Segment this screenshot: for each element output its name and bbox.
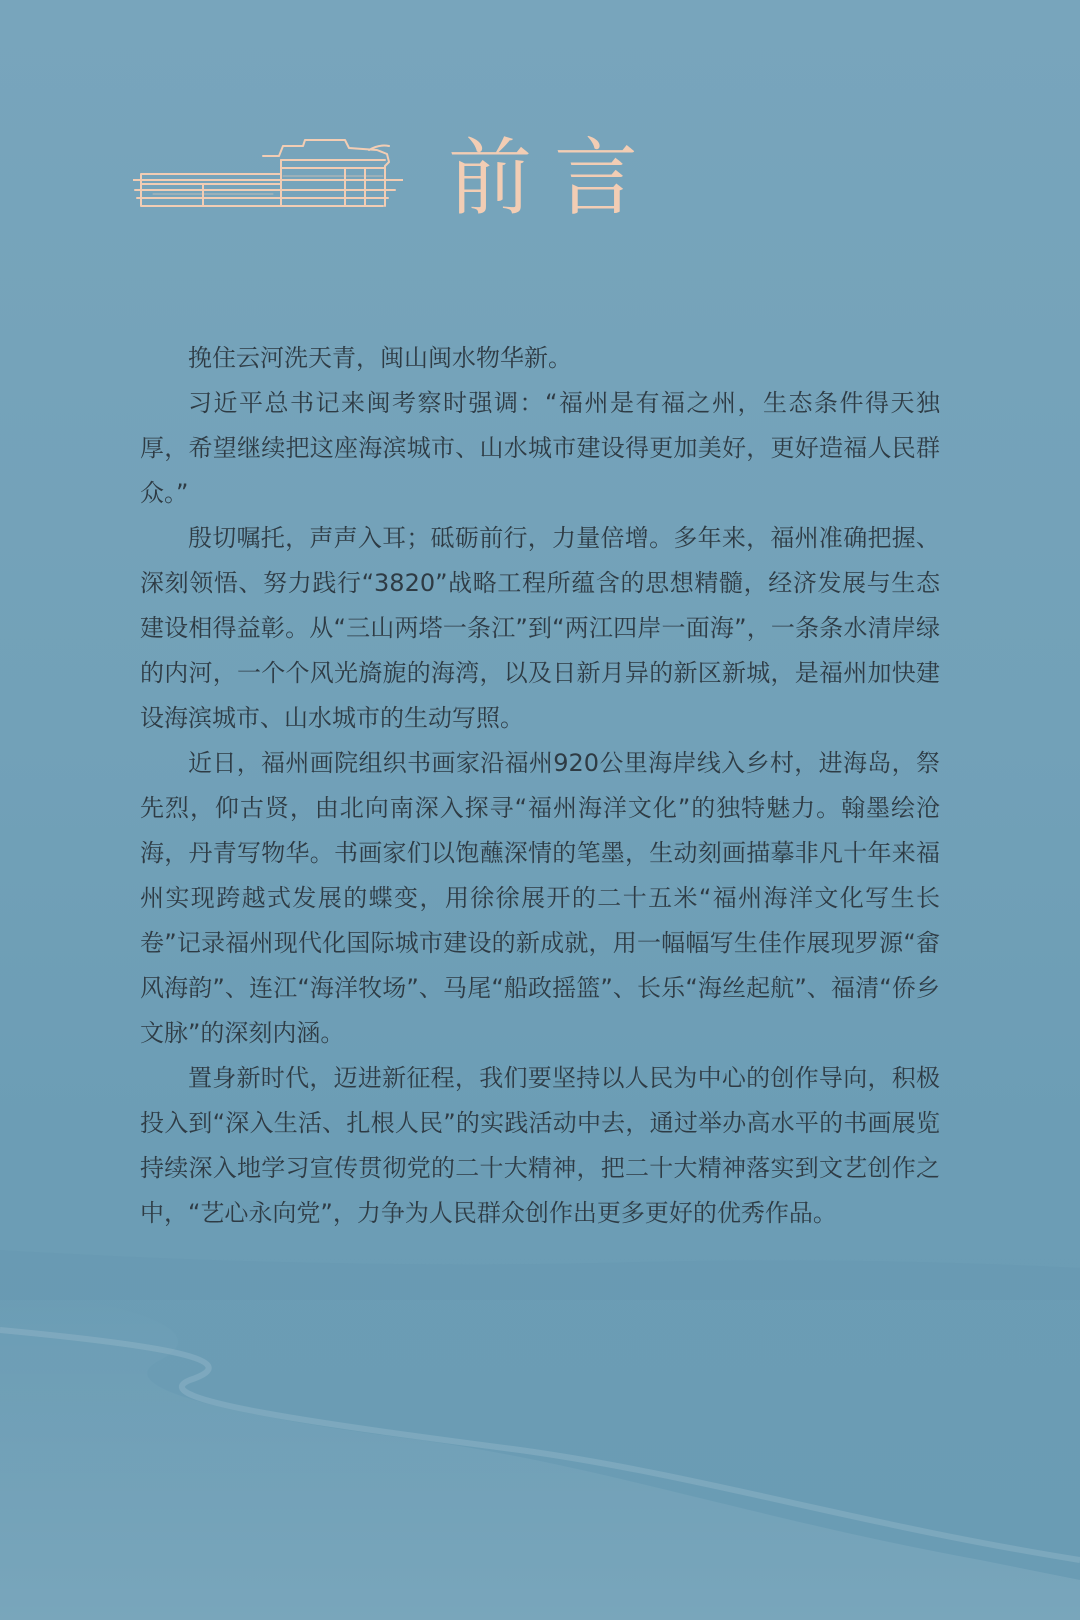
building-outline-icon bbox=[133, 136, 403, 216]
paragraph: 殷切嘱托，声声入耳；砥砺前行，力量倍增。多年来，福州准确把握、深刻领悟、努力践行“3820”战略工程所蕴含的思想精髓，经济发展与生态建设相得益彰。从“三山两塔一条江”到“两江四岸一面海”，一条条水清岸绿的内河，一个个风光旖旎的海湾，以及日新月异的新区新城，是福州加快建设海滨城市、山水城市的生动写照。 bbox=[140, 524, 940, 732]
preface-body bbox=[140, 336, 940, 1236]
paragraph: 置身新时代，迈进新征程，我们要坚持以人民为中心的创作导向，积极投入到“深入生活、扎根人民”的实践活动中去，通过举办高水平的书画展览持续深入地学习宣传贯彻党的二十大精神，把二十大精神落实到文艺创作之中，“艺心永向党”，力争为人民群众创作出更多更好的优秀作品。 bbox=[140, 1064, 940, 1227]
page-title: 前言 bbox=[448, 129, 661, 227]
paragraph: 近日，福州画院组织书画家沿福州920公里海岸线入乡村，进海岛，祭先烈，仰古贤，由北向南深入探寻“福州海洋文化”的独特魅力。翰墨绘沧海，丹青写物华。书画家们以饱蘸深情的笔墨，生动刻画描摹非凡十年来福州实现跨越式发展的蝶变，用徐徐展开的二十五米“福州海洋文化写生长卷”记录福州现代化国际城市建设的新成就，用一幅幅写生佳作展现罗源“畲风海韵”、连江“海洋牧场”、马尾“船政摇篮”、长乐“海丝起航”、福清“侨乡文脉”的深刻内涵。 bbox=[140, 749, 940, 1047]
paragraph: 挽住云河洗天青，闽山闽水物华新。 bbox=[188, 344, 572, 372]
preface-header bbox=[133, 128, 661, 228]
paragraph: 习近平总书记来闽考察时强调：“福州是有福之州，生态条件得天独厚，希望继续把这座海滨城市、山水城市建设得更加美好，更好造福人民群众。” bbox=[140, 389, 940, 507]
